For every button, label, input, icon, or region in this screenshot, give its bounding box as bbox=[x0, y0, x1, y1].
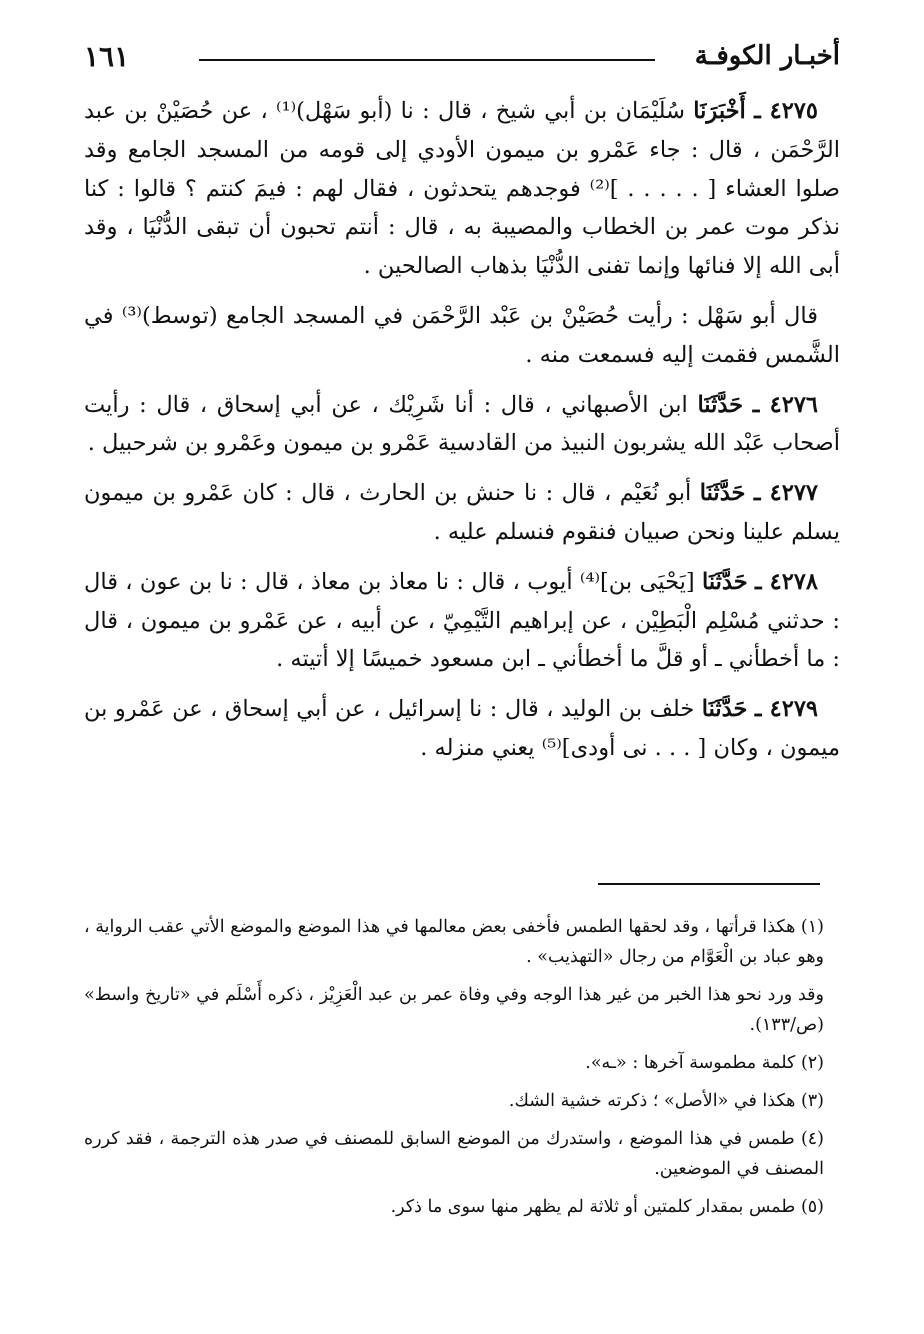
page-number: ١٦١ bbox=[84, 39, 130, 73]
hadith-number: ٤٢٧٥ ـ bbox=[754, 98, 818, 124]
hadith-number: ٤٢٧٧ ـ bbox=[753, 480, 818, 507]
hadith-paragraph bbox=[84, 474, 840, 552]
hadith-text: قال أبو سَهْل : رأيت حُصَيْنْ بن عَبْد الرَّحْمَن في المسجد الجامع (توسط)⁽³⁾ في الشَّمس فقمت إليه فسمعت منه . bbox=[84, 302, 840, 368]
hadith-text: سُلَيْمَان بن أبي شيخ ، قال : نا (أبو سَهْل)⁽¹⁾ ، عن حُصَيْنْ بن عبد الرَّحْمَن ، قال : جاء عَمْرو بن ميمون الأودي إلى قومه من المسجد الجامع وقد صلوا العشاء [ . . . . . ]⁽²⁾ فوجدهم يتحدثون ، فقال لهم : فيمَ كنتم ؟ قالوا : كنا نذكر موت عمر بن الخطاب والمصيبة به ، قال : أنتم تحبون أن تبقى الدُّنْيَا ، وقد أبى الله إلا فنائها وإنما تفنى الدُّنْيَا بذهاب الصالحين . bbox=[84, 98, 840, 280]
book-title: أخبـار الكوفـة bbox=[694, 41, 840, 71]
footnote-text: طمس بمقدار كلمتين أو ثلاثة لم يظهر منها سوى ما ذكر. bbox=[390, 1197, 796, 1217]
footnote-label: (٣) bbox=[800, 1091, 824, 1111]
hadith-text: أبو نُعَيْم ، قال : نا حنش بن الحارث ، قال : كان عَمْرو بن ميمون يسلم علينا ونحن صبيان فنقوم فنسلم عليه . bbox=[84, 480, 840, 545]
footnote-label: (٤) bbox=[800, 1129, 824, 1149]
footnote-text: هكذا قرأتها ، وقد لحقها الطمس فأخفى بعض معالمها في هذا الموضع والموضع الأتي عقب الرواية ، وهو عباد بن الْعَوَّام من رجال «التهذيب» . bbox=[84, 917, 824, 967]
footnote-continuation bbox=[84, 980, 824, 1040]
footnote-label: (٥) bbox=[800, 1197, 824, 1217]
transmission-term: حَدَّثَنَا bbox=[697, 391, 744, 418]
header-rule bbox=[199, 59, 655, 61]
transmission-term: حَدَّثَنَا bbox=[699, 480, 746, 507]
hadith-number: ٤٢٧٨ ـ bbox=[755, 568, 818, 595]
footnote-separator bbox=[598, 883, 820, 885]
footnote bbox=[84, 1086, 824, 1116]
main-text bbox=[84, 92, 840, 779]
transmission-term: حَدَّثَنَا bbox=[702, 568, 748, 595]
footnote bbox=[84, 1124, 824, 1184]
hadith-number: ٤٢٧٦ ـ bbox=[752, 391, 819, 418]
running-header bbox=[84, 36, 840, 76]
footnote-text: كلمة مطموسة آخرها : «ـه». bbox=[585, 1053, 796, 1073]
transmission-term: أَخْبَرَنَا bbox=[693, 98, 746, 124]
footnote-text: هكذا في «الأصل» ؛ ذكرته خشية الشك. bbox=[508, 1091, 796, 1111]
footnote-text: طمس في هذا الموضع ، واستدرك من الموضع السابق للمصنف في صدر هذه الترجمة ، فقد كرره المصنف في الموضعين. bbox=[84, 1129, 824, 1179]
hadith-text: ابن الأصبهاني ، قال : أنا شَرِيْك ، عن أبي إسحاق ، قال : رأيت أصحاب عَبْد الله يشربون النبيذ من القادسية عَمْرو بن ميمون وعَمْرو بن شرحبيل . bbox=[84, 391, 840, 457]
footnote-label: (١) bbox=[800, 917, 824, 937]
hadith-number: ٤٢٧٩ ـ bbox=[754, 696, 819, 723]
footnotes bbox=[84, 912, 824, 1230]
footnote-text: وقد ورد نحو هذا الخبر من غير هذا الوجه وفي وفاة عمر بن عبد الْعَزِيْز ، ذكره أَسْلَم في «تاريخ واسط» (ص/١٣٣). bbox=[84, 985, 824, 1035]
footnote bbox=[84, 1048, 824, 1078]
hadith-paragraph bbox=[84, 92, 840, 286]
hadith-text: خلف بن الوليد ، قال : نا إسرائيل ، عن أبي إسحاق ، عن عَمْرو بن ميمون ، وكان [ . . . نى أودى]⁽⁵⁾ يعني منزله . bbox=[84, 696, 840, 761]
hadith-paragraph bbox=[84, 563, 840, 679]
hadith-paragraph bbox=[84, 297, 840, 375]
hadith-text: [يَحْيَى بن]⁽⁴⁾ أيوب ، قال : نا معاذ بن معاذ ، قال : نا بن عون ، قال : حدثني مُسْلِم الْبَطِيْن ، عن إبراهيم التَّيْمِيّ ، عن أبيه ، عن عَمْرو بن ميمون ، قال : ما أخطأني ـ أو قلَّ ما أخطأني ـ ابن مسعود خميسًا إلا أتيته . bbox=[84, 568, 840, 673]
hadith-paragraph bbox=[84, 690, 840, 768]
transmission-term: حَدَّثَنَا bbox=[701, 696, 748, 723]
footnote bbox=[84, 1192, 824, 1222]
hadith-paragraph bbox=[84, 386, 840, 464]
footnote bbox=[84, 912, 824, 972]
footnote-label: (٢) bbox=[800, 1053, 824, 1073]
